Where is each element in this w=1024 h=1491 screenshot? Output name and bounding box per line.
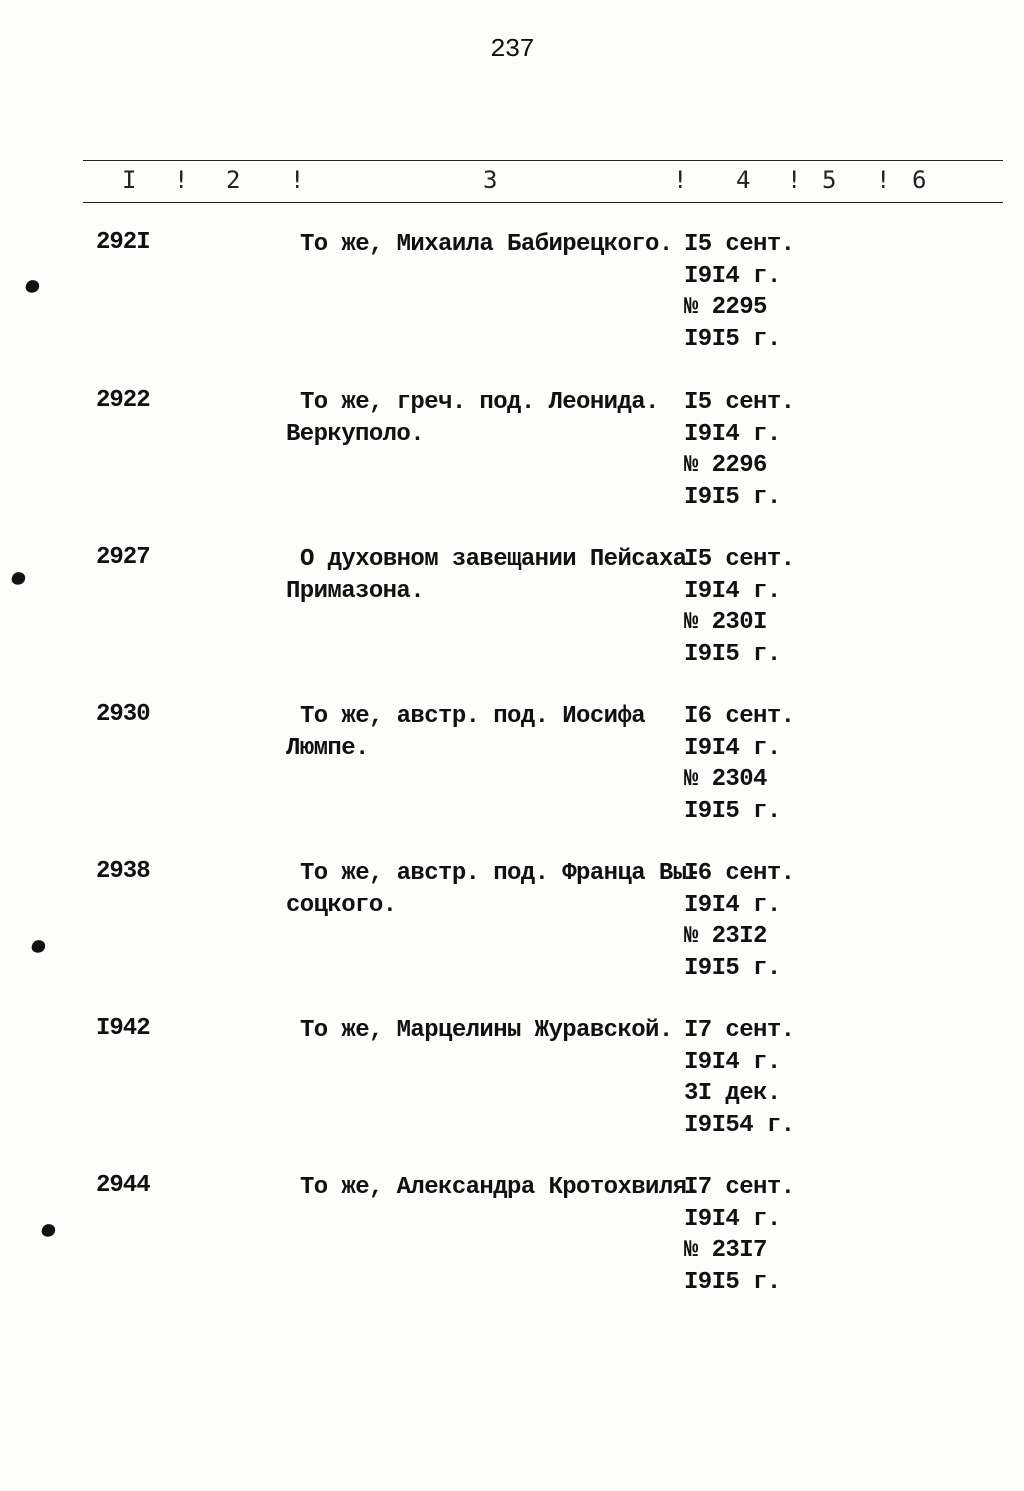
description-line: То же, австр. под. Франца Вы- (300, 860, 701, 887)
header-col-3: 3 (483, 166, 498, 194)
date-line: № 2295 (684, 294, 767, 321)
date-line: I9I4 г. (684, 577, 781, 605)
case-number: I942 (96, 1015, 150, 1042)
case-description (286, 544, 687, 608)
description-line: То же, греч. под. Леонида. (300, 389, 659, 416)
header-separator: ! (876, 166, 891, 194)
header-separator: ! (174, 166, 189, 194)
table-row (0, 229, 1024, 379)
table-row (0, 858, 1024, 1008)
date-line: I6 сент. (684, 860, 795, 887)
table-row (0, 1172, 1024, 1322)
date-line: № 2296 (684, 452, 767, 479)
table-row (0, 701, 1024, 851)
date-line: I6 сент. (684, 703, 795, 730)
date-line: I9I4 г. (684, 891, 781, 919)
case-number: 2922 (96, 387, 150, 414)
date-line: I9I5 г. (684, 483, 781, 511)
date-line: I7 сент. (684, 1017, 795, 1044)
case-description (286, 1015, 676, 1047)
case-description (286, 387, 676, 451)
date-line: I7 сент. (684, 1174, 795, 1201)
date-line: I5 сент. (684, 389, 795, 416)
header-col-6: 6 (912, 166, 927, 194)
case-number: 2938 (96, 858, 150, 885)
table-row (0, 1015, 1024, 1165)
date-line: № 23I2 (684, 923, 767, 950)
date-line: 3I дек. (684, 1080, 781, 1107)
table-row (0, 387, 1024, 537)
date-line: I9I4 г. (684, 1205, 781, 1233)
case-number: 2944 (96, 1172, 150, 1199)
date-line: I9I5 г. (684, 325, 781, 353)
case-dates (684, 544, 794, 670)
date-line: I9I4 г. (684, 1048, 781, 1076)
case-dates (684, 858, 794, 984)
description-line: Веркуполо. (286, 421, 425, 448)
description-line: Примазона. (286, 578, 425, 605)
page-number: 237 (490, 34, 534, 64)
case-number: 292I (96, 229, 150, 256)
case-number: 2927 (96, 544, 150, 571)
description-line: Люмпе. (286, 735, 369, 762)
date-line: I9I5 г. (684, 1268, 781, 1296)
case-dates (684, 1172, 794, 1298)
date-line: I9I4 г. (684, 734, 781, 762)
table-row (0, 544, 1024, 694)
case-number: 2930 (96, 701, 150, 728)
date-line: I9I4 г. (684, 420, 781, 448)
header-col-2: 2 (226, 166, 241, 194)
description-line: То же, Александра Кротохвиля. (300, 1174, 701, 1201)
header-bottom-rule (83, 202, 1003, 203)
case-description (286, 1172, 701, 1204)
date-line: № 2304 (684, 766, 767, 793)
header-col-4: 4 (736, 166, 751, 194)
date-line: I9I5 г. (684, 954, 781, 982)
case-dates (684, 1015, 794, 1141)
date-line: № 230I (684, 609, 767, 636)
date-line: I9I54 г. (684, 1111, 795, 1139)
header-separator: ! (787, 166, 802, 194)
case-dates (684, 701, 794, 827)
description-line: То же, австр. под. Иосифа (300, 703, 646, 730)
case-dates (684, 229, 794, 355)
date-line: I9I5 г. (684, 797, 781, 825)
header-separator: ! (673, 166, 688, 194)
header-col-1: I (122, 166, 137, 194)
date-line: I5 сент. (684, 231, 795, 258)
case-description (286, 701, 676, 765)
description-line: То же, Марцелины Журавской. (300, 1017, 673, 1044)
description-line: О духовном завещании Пейсаха (300, 546, 687, 573)
date-line: № 23I7 (684, 1237, 767, 1264)
date-line: I9I5 г. (684, 640, 781, 668)
header-top-rule (83, 160, 1003, 161)
case-description (286, 229, 676, 261)
date-line: I9I4 г. (684, 262, 781, 290)
header-col-5: 5 (822, 166, 837, 194)
case-dates (684, 387, 794, 513)
header-separator: ! (290, 166, 305, 194)
date-line: I5 сент. (684, 546, 795, 573)
case-description (286, 858, 701, 922)
description-line: То же, Михаила Бабирецкого. (300, 231, 673, 258)
description-line: соцкого. (286, 892, 397, 919)
